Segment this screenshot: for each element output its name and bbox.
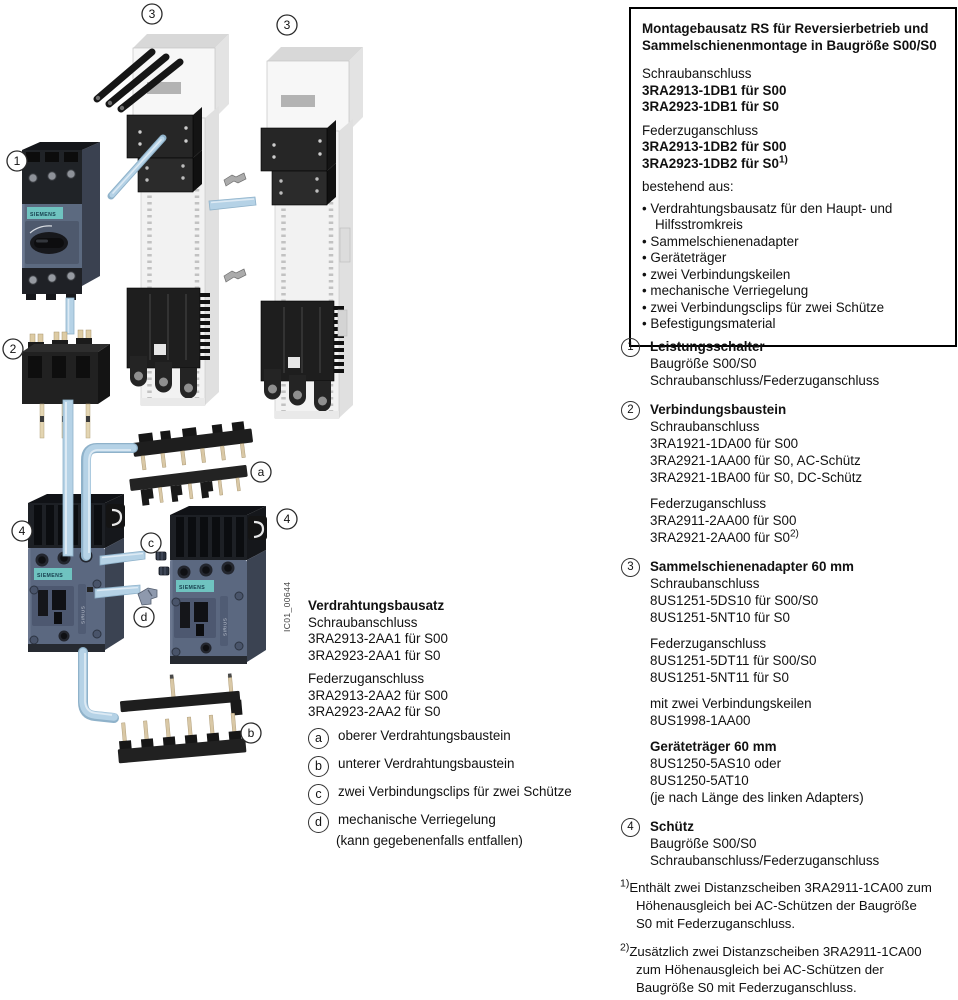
part-line: 8US1998-1AA00 (650, 713, 751, 728)
legend-key-badge: b (308, 756, 329, 777)
svg-text:4: 4 (283, 512, 291, 527)
svg-text:2: 2 (9, 342, 17, 357)
list-item: • Sammelschienenadapter (642, 234, 947, 251)
svg-text:4: 4 (18, 524, 26, 539)
callout-d (134, 607, 154, 627)
svg-text:3: 3 (148, 7, 156, 22)
part-line: 3RA2921-2AA00 für S0$^{2)}$ (650, 528, 799, 545)
order-number: 3RA2913-2AA1 für S00 (308, 631, 448, 646)
part-title: Sammelschienenadapter 60 mm (650, 559, 854, 574)
contactor-left (28, 494, 125, 652)
part-line: Federzuganschluss (650, 496, 767, 511)
footnote-ref: 1) (778, 154, 788, 166)
mechanical-interlock (138, 588, 157, 605)
callout-c (141, 533, 161, 553)
list-item: • zwei Verbindungskeilen (642, 267, 947, 284)
figure-id-text: IC01_00644 (282, 581, 292, 632)
part-line: Federzuganschluss (650, 636, 767, 651)
part-line: 3RA2921-1BA00 für S0, DC-Schütz (650, 470, 863, 485)
wiring-kit-title: Verdrahtungsbausatz (308, 598, 445, 613)
legend-item-c (308, 784, 610, 805)
footnote-marker: 1) (620, 877, 630, 890)
contents-list (642, 201, 947, 333)
footnote-2: $^{2)}$Zusätzlich zwei Distanzscheiben 3RA2911-1CA00 zum Höhenausgleich bei AC-Schützen der Baugröße S0 mit Federzuganschluss. (620, 941, 922, 995)
footnote-1: $^{1)}$Enthält zwei Distanzscheiben 3RA2911-1CA00 zum Höhenausgleich bei AC-Schützen der Baugröße S0 mit Federzuganschluss. (620, 877, 932, 931)
legend-text: zwei Verbindungsclips für zwei Schütze (338, 783, 572, 799)
footnote-marker: 2) (620, 941, 630, 954)
upper-wiring-block (129, 420, 255, 506)
order-number: 3RA2913-1DB2 für S00 (642, 139, 787, 154)
order-number: 3RA2923-1DB1 für S0 (642, 99, 779, 114)
wiring-tube-long (63, 400, 73, 556)
item-number-badge: 1 (621, 338, 640, 357)
part-line: 3RA2911-2AA00 für S00 (650, 513, 797, 528)
screw-connection-section (642, 66, 947, 116)
legend-text: oberer Verdrahtungsbaustein (338, 727, 511, 743)
footnote-ref: 2) (789, 528, 799, 540)
product-info-box (629, 7, 957, 347)
part-line: 8US1250-5AT10 (650, 773, 749, 788)
parts-list (621, 338, 957, 881)
order-number: 3RA2923-2AA2 für S0 (308, 704, 441, 719)
wiring-rod-upper (66, 298, 74, 334)
list-item: • Befestigungsmaterial (642, 316, 947, 333)
svg-text:d: d (140, 610, 148, 625)
connection-clips (156, 552, 169, 575)
contactor-right (170, 506, 267, 664)
part-title: Verbindungsbaustein (650, 402, 787, 417)
parts-list-item-1 (621, 338, 957, 389)
callout-b (241, 723, 261, 743)
part-line: 8US1251-5NT10 für S0 (650, 610, 790, 625)
connection-type-label: Schraubanschluss (642, 66, 752, 81)
wiring-tube-elbow-bottom (83, 652, 114, 718)
svg-text:c: c (148, 536, 154, 551)
legend-note: (kann gegebenenfalls entfallen) (336, 832, 523, 848)
callout-3-left (142, 4, 162, 24)
order-number: 3RA2923-2AA1 für S0 (308, 647, 441, 663)
callout-2 (3, 339, 23, 359)
connection-type-label: Federzuganschluss (642, 122, 759, 138)
callout-1 (7, 151, 27, 171)
busbar-adapter-right (261, 47, 363, 419)
callout-4-left (12, 521, 32, 541)
legend-item-b (308, 756, 610, 777)
legend-key-badge: c (308, 784, 329, 805)
order-number: 3RA2913-2AA2 für S00 (308, 687, 448, 703)
part-title: Schütz (650, 819, 694, 834)
lower-wiring-block (115, 669, 246, 764)
wiring-kit-block (308, 598, 610, 849)
part-title: Leistungsschalter (650, 339, 765, 354)
svg-text:1: 1 (13, 154, 21, 169)
part-subtitle: Geräteträger 60 mm (650, 739, 777, 754)
callout-4-right (277, 509, 297, 529)
callout-a (251, 462, 271, 482)
legend-text: unterer Verdrahtungsbaustein (338, 755, 515, 771)
part-line: Baugröße S00/S0 (650, 356, 757, 371)
list-item: • zwei Verbindungsclips für zwei Schütze (642, 300, 947, 317)
connection-type-label: Schraubanschluss (308, 614, 418, 630)
parts-list-item-4 (621, 818, 957, 869)
part-line: Schraubanschluss (650, 419, 760, 434)
part-line: 3RA1921-1DA00 für S00 (650, 436, 799, 451)
part-line: Schraubanschluss/Federzuganschluss (650, 373, 880, 388)
list-item: • Geräteträger (642, 250, 947, 267)
spring-connection-section (642, 123, 947, 173)
consists-of-section (642, 179, 947, 333)
connection-type-label: Federzuganschluss (308, 671, 425, 686)
part-line: Schraubanschluss/Federzuganschluss (650, 853, 880, 868)
part-line: 8US1250-5AS10 oder (650, 756, 782, 771)
callout-3-right (277, 15, 297, 35)
breaker-brand-text: SIEMENS (30, 212, 57, 218)
part-line: 8US1251-5DS10 für S00/S0 (650, 593, 819, 608)
item-number-badge: 2 (621, 401, 640, 420)
order-number: 3RA2913-1DB1 für S00 (642, 82, 787, 98)
svg-text:a: a (257, 465, 265, 480)
list-item: • mechanische Verriegelung (642, 283, 947, 300)
order-number: 3RA2923-1DB2 für S0$^{1)}$ (642, 154, 788, 171)
legend-item-a (308, 728, 610, 749)
circuit-breaker (22, 142, 100, 300)
part-line: (je nach Länge des linken Adapters) (650, 790, 864, 805)
parts-list-item-3 (621, 558, 957, 806)
svg-text:3: 3 (283, 18, 291, 33)
part-line: 8US1251-5NT11 für S0 (650, 670, 789, 685)
footnotes (620, 879, 936, 1000)
parts-list-item-2 (621, 401, 957, 546)
part-line: Baugröße S00/S0 (650, 836, 757, 851)
part-line: mit zwei Verbindungskeilen (650, 696, 812, 711)
svg-text:b: b (247, 726, 255, 741)
legend-key-badge: d (308, 812, 329, 833)
legend-item-d (308, 812, 610, 833)
part-line: 8US1251-5DT11 für S00/S0 (650, 653, 817, 668)
box-title: Montagebausatz RS für Reversierbetrieb und Sammelschienenmontage in Baugröße S00/S0 (642, 21, 937, 53)
legend-key-badge: a (308, 728, 329, 749)
item-number-badge: 3 (621, 558, 640, 577)
legend-text: mechanische Verriegelung (338, 811, 496, 827)
consists-label: bestehend aus: (642, 179, 734, 194)
part-line: 3RA2921-1AA00 für S0, AC-Schütz (650, 453, 861, 468)
item-number-badge: 4 (621, 818, 640, 837)
list-item: • Verdrahtungsbausatz für den Haupt- und Hilfsstromkreis (642, 201, 947, 234)
part-line: Schraubanschluss (650, 576, 760, 591)
